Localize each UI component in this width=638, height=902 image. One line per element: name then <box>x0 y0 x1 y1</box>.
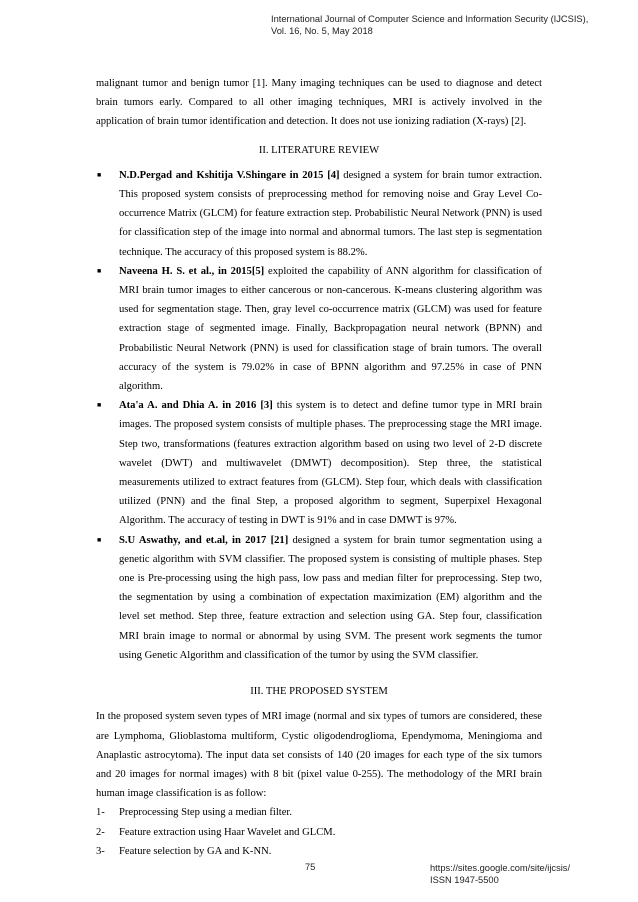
literature-item-text: designed a system for brain tumor segmentation using a genetic algorithm with SVM classifier. The proposed system is consisting of multiple phases. Step one is Pre-processing using the high pass, low pass and median filter for preprocessing. Step two, the segmentation by using a combination of expectation maximization (EM) algorithm and the level set method. Step three, feature extraction and selection using GA. Step four, classification MRI brain image to normal or abnormal by using SVM. The present work segments the tumor using Genetic Algorithm and classification of the tumor by using the SVM classifier. <box>119 534 542 661</box>
step-text: Feature selection by GA and K-NN. <box>119 845 272 857</box>
literature-item <box>96 262 542 396</box>
methodology-step <box>96 823 542 842</box>
literature-item-authors: S.U Aswathy, and et.al, in 2017 [21] <box>119 534 289 546</box>
literature-item-text: designed a system for brain tumor extraction. This proposed system consists of preprocessing method for removing noise and Gray Level Co-occurrence Matrix (GLCM) for feature extraction step. Probabilistic Neural Network (PNN) is used for classification step of the image into normal and abnormal tumors. The last step is segmentation technique. The accuracy of this proposed system is 88.2%. <box>119 169 542 258</box>
literature-list <box>96 166 542 665</box>
paper-body <box>96 74 542 861</box>
step-number: 2- <box>96 826 105 838</box>
literature-item-authors: Naveena H. S. et al., in 2015[5] <box>119 265 265 277</box>
step-text: Feature extraction using Haar Wavelet and GLCM. <box>119 826 336 838</box>
literature-item-text: this system is to detect and define tumor type in MRI brain images. The proposed system consists of multiple phases. The preprocessing stage the MRI image. Step two, transformations (features extraction algorithm based on using two level of 2-D discrete wavelet (DWT) and multiwavelet (DMWT) decomposition). Step three, the statistical measurements utilized to extract features from (GLCM). Step four, which deals with classification utilized (PNN) and the final Step, a proposed algorithm to segment, Superpixel Hexagonal Algorithm. The accuracy of testing in DWT is 91% and in case DMWT is 97%. <box>119 400 542 527</box>
journal-title: International Journal of Computer Science and Information Security (IJCSIS), <box>271 14 589 24</box>
footer-info <box>430 862 570 886</box>
step-number: 3- <box>96 845 105 857</box>
literature-item-authors: N.D.Pergad and Kshitija V.Shingare in 2015 [4] <box>119 169 340 181</box>
section-heading-literature-review: II. LITERATURE REVIEW <box>258 144 380 156</box>
step-text: Preprocessing Step using a median filter. <box>119 807 292 819</box>
section-heading-proposed-system: III. THE PROPOSED SYSTEM <box>250 686 388 698</box>
literature-item-text: exploited the capability of ANN algorithm for classification of MRI brain tumor images to either cancerous or non-cancerous. K-means clustering algorithm was used for segmentation stage. Then, gray level co-occurrence matrix (GLCM) was used for feature extraction stage of segmented image. Finally, Backpropagation neural network (BPNN) and Probabilistic Neural Network (PNN) is used for classification stage of brain tumors. The overall accuracy of the system is 79.02% in case of BPNN algorithm and 97.25% in case of PNN algorithm. <box>119 265 542 393</box>
intro-paragraph: malignant tumor and benign tumor [1]. Many imaging techniques can be used to diagnose and detect brain tumors early. Compared to all other imaging techniques, MRI is actively involved in the application of brain tumor identification and detection. It does not use ionizing radiation (X-rays) [2]. <box>96 78 542 128</box>
proposed-system-paragraph: In the proposed system seven types of MRI image (normal and six types of tumors are considered, these are Lymphoma, Glioblastoma multiform, Cystic oligodendroglioma, Ependymoma, Meningioma and Anaplastic astrocytoma). The input data set consists of 140 (20 images for each type of the six tumors and 20 images for normal images) with 8 bit (pixel value 0-255). The methodology of the MRI brain human image classification is as follow: <box>96 711 542 800</box>
page-number: 75 <box>305 862 316 872</box>
journal-volume: Vol. 16, No. 5, May 2018 <box>271 26 373 36</box>
methodology-steps <box>96 803 542 861</box>
bullet-square-icon: ■ <box>97 535 102 544</box>
literature-item <box>96 166 542 262</box>
literature-item <box>96 531 542 665</box>
step-number: 1- <box>96 807 105 819</box>
journal-url: https://sites.google.com/site/ijcsis/ <box>430 863 571 873</box>
bullet-square-icon: ■ <box>97 170 102 179</box>
methodology-step <box>96 803 542 822</box>
bullet-square-icon: ■ <box>97 266 102 275</box>
methodology-step <box>96 842 542 861</box>
journal-header <box>271 13 601 37</box>
literature-item <box>96 396 542 530</box>
bullet-square-icon: ■ <box>97 401 102 410</box>
issn: ISSN 1947-5500 <box>430 875 499 885</box>
literature-item-authors: Ata'a A. and Dhia A. in 2016 [3] <box>119 400 273 412</box>
